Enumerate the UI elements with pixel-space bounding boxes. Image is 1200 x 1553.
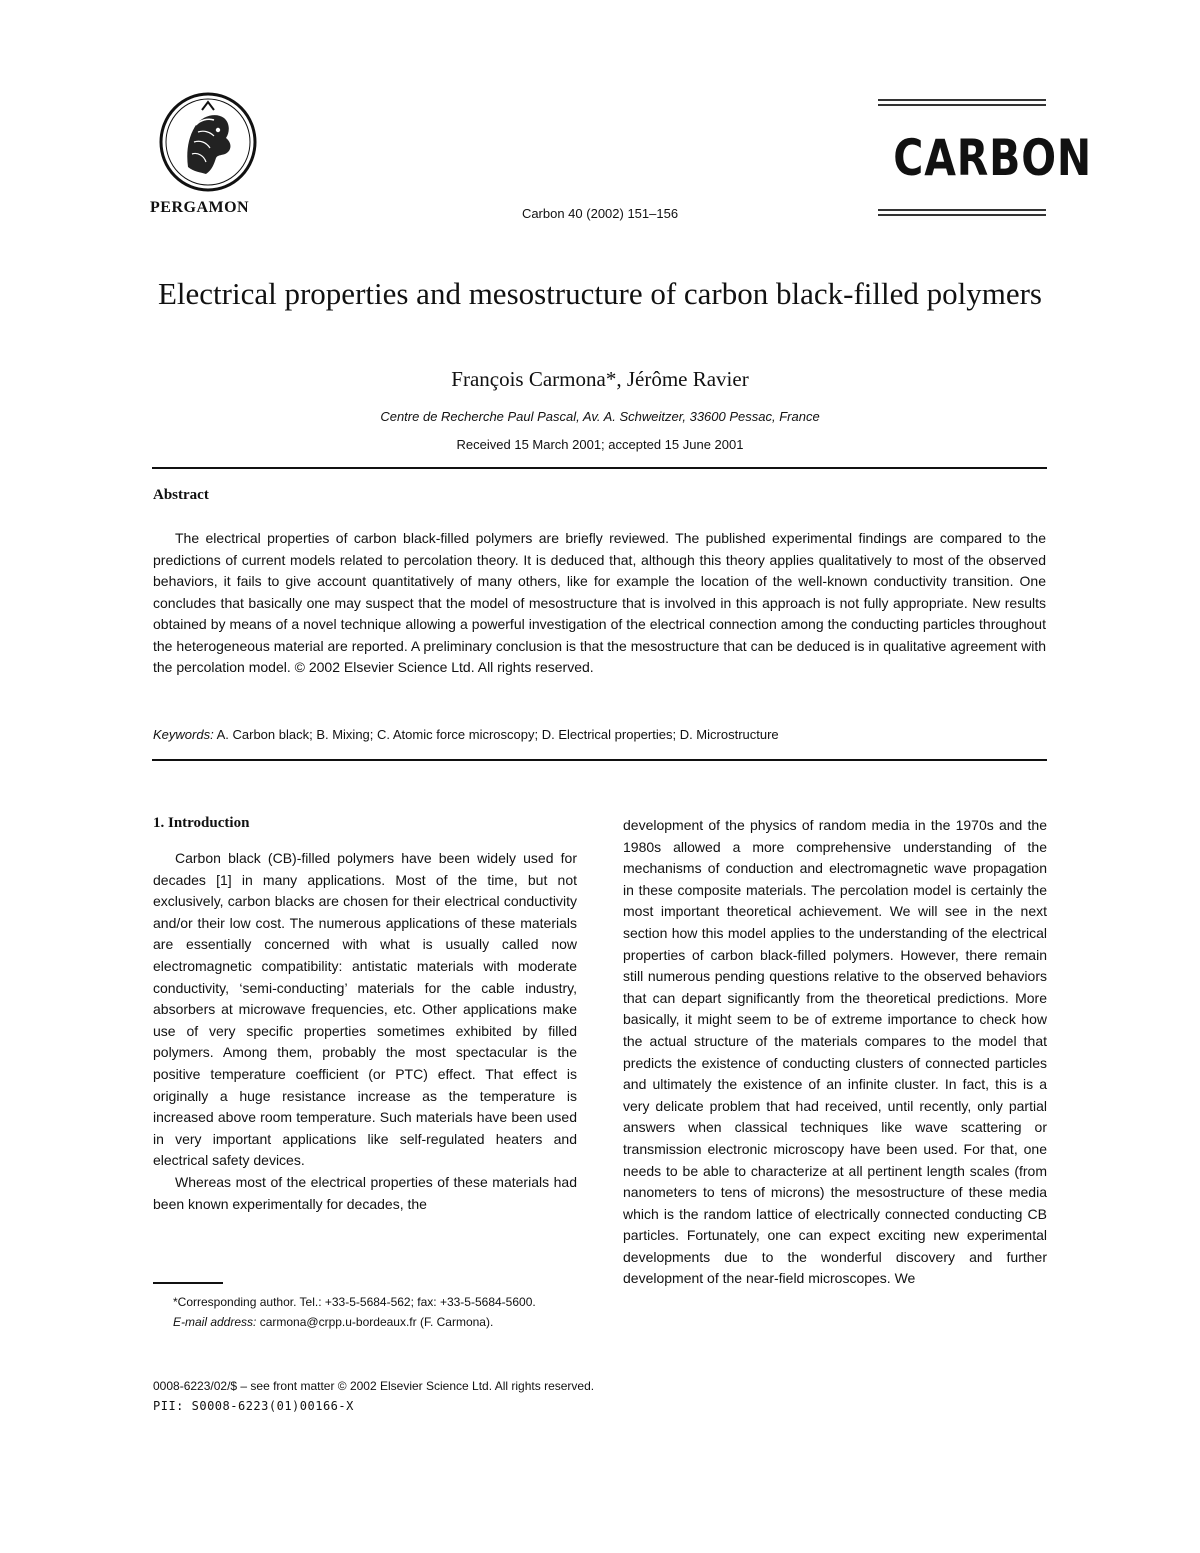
footnote bbox=[153, 1292, 577, 1332]
divider-top bbox=[152, 467, 1047, 469]
issn-line: 0008-6223/02/$ – see front matter © 2002 Elsevier Science Ltd. All rights reserved. bbox=[153, 1379, 595, 1393]
paragraph: Carbon black (CB)-filled polymers have been widely used for decades [1] in many applications. Most of the time, but not exclusively, carbon blacks are chosen for their electrical conductivity and/or their low cost. The numerous applications of these materials are essentially concerned with what is usually called now electromagnetic compatibility: antistatic materials with moderate conductivity, ‘semi-conducting’ materials for the cable industry, absorbers at microwave frequencies, etc. Other applications make use of very specific properties sometimes exhibited by filled polymers. Among them, probably the most spectacular is the positive temperature coefficient (or PTC) effect. That effect is originally a huge resistance increase as the temperature is increased above room temperature. Such materials have been used in very important applications like self-regulated heaters and electrical safety devices. bbox=[153, 850, 577, 1169]
journal-rule-bottom bbox=[878, 209, 1046, 211]
journal-rule-bottom-2 bbox=[878, 214, 1046, 216]
abstract-text: The electrical properties of carbon black-filled polymers are briefly reviewed. The published experimental findings are compared to the predictions of current models related to percolation theory. It is deduced that, although this theory applies qualitatively to most of the observed behaviors, it fails to give account quantitatively of many others, like for example the location of the well-known conductivity transition. One concludes that basically one may suspect that the model of mesostructure that is involved in this approach is not fully appropriate. New results obtained by means of a novel technique allowing a powerful investigation of the electrical connection among the conducting particles throughout the heterogeneous material are reported. A preliminary conclusion is that the mesostructure that can be deduced is in qualitative agreement with the percolation model. © 2002 Elsevier Science Ltd. All rights reserved. bbox=[153, 530, 1046, 675]
journal-rule-top bbox=[878, 99, 1046, 101]
keywords-label: Keywords: bbox=[153, 727, 214, 742]
email-label: E-mail address: bbox=[173, 1315, 257, 1329]
paragraph: development of the physics of random media in the 1970s and the 1980s allowed a more comprehensive understanding of the mechanisms of conduction and electromagnetic wave propagation in these composite materials. The percolation model is certainly the most important theoretical achievement. We will see in the next section how this model applies to the understanding of the electrical properties of carbon black-filled polymers. However, there remain still numerous pending questions relative to the observed behaviors that can depart significantly from the theoretical predictions. More basically, it might seem to be of extreme importance to check how the actual structure of the materials compares to the model that predicts the existence of conducting clusters of connected particles and ultimately the existence of an infinite cluster. In fact, this is a very delicate problem that had received, until recently, only partial answers when classical techniques like wave scattering or transmission electronic microscopy have been used. For that, one needs to be able to characterize at all pertinent length scales (from nanometers to tens of microns) the mesostructure of these media which is the random lattice of electrically connected conducting CB particles. Fortunately, one can expect exciting new experimental developments due to the wonderful discovery and further development of the near-field microscopes. We bbox=[623, 817, 1047, 1287]
article-affiliation: Centre de Recherche Paul Pascal, Av. A. Schweitzer, 33600 Pessac, France bbox=[380, 409, 820, 424]
email-value: carmona@crpp.u-bordeaux.fr (F. Carmona). bbox=[256, 1315, 494, 1329]
journal-citation: Carbon 40 (2002) 151–156 bbox=[521, 206, 679, 221]
publisher-name: PERGAMON bbox=[150, 199, 250, 216]
article-dates: Received 15 March 2001; accepted 15 June 2001 bbox=[456, 437, 744, 452]
pii-line: PII: S0008-6223(01)00166-X bbox=[153, 1399, 354, 1413]
footnote-rule bbox=[153, 1282, 223, 1284]
article-title: Electrical properties and mesostructure of carbon black-filled polymers bbox=[157, 276, 1042, 311]
abstract-heading: Abstract bbox=[153, 487, 209, 503]
article-authors: François Carmona*, Jérôme Ravier bbox=[451, 367, 749, 391]
footnote-corresponding-author: *Corresponding author. Tel.: +33-5-5684-562; fax: +33-5-5684-5600. bbox=[173, 1295, 536, 1309]
divider-bottom bbox=[152, 759, 1047, 761]
journal-name: CARBON bbox=[893, 129, 1093, 187]
right-column bbox=[623, 815, 1047, 1290]
left-column bbox=[153, 848, 577, 1215]
paragraph: Whereas most of the electrical properties of these materials had been known experimentally for decades, the bbox=[153, 1173, 577, 1212]
keywords bbox=[153, 727, 779, 742]
section-heading: 1. Introduction bbox=[153, 815, 250, 831]
journal-rule-top-2 bbox=[878, 104, 1046, 106]
publisher-logo-icon bbox=[158, 92, 258, 192]
footnote-email bbox=[153, 1312, 577, 1332]
keywords-list: A. Carbon black; B. Mixing; C. Atomic force microscopy; D. Electrical properties; D. Microstructure bbox=[213, 727, 779, 742]
